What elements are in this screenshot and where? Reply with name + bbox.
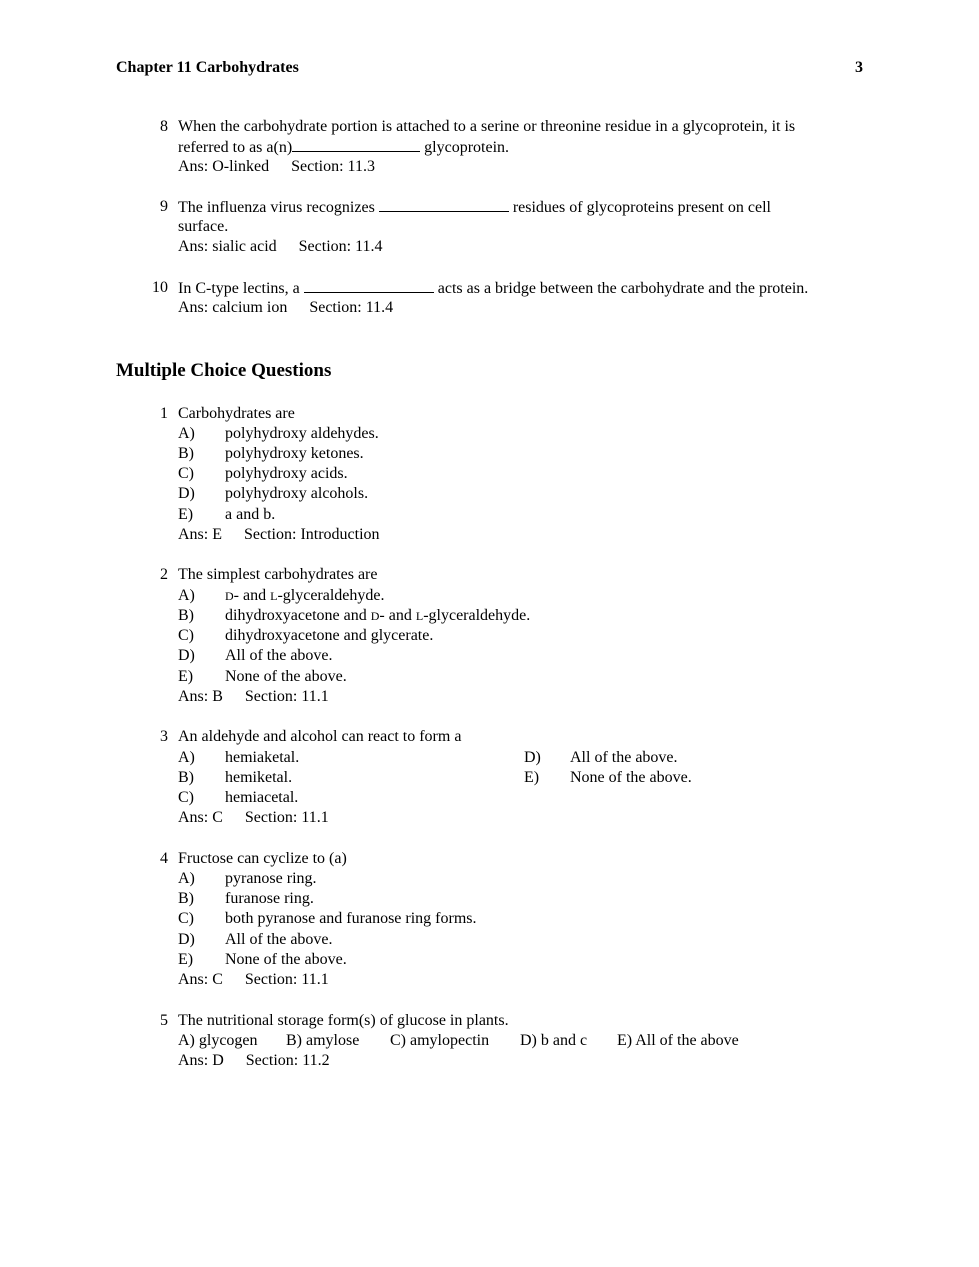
chapter-title: Chapter 11 Carbohydrates [116, 59, 299, 76]
question-text: When the carbohydrate portion is attached to a serine or threonine residue in a glycoprotein, it is [178, 118, 796, 135]
option-text: None of the above. [225, 951, 347, 968]
option-letter: B) [178, 607, 194, 624]
option-text: None of the above. [225, 668, 347, 685]
option-text: a and b. [225, 506, 276, 523]
option-text: dihydroxyacetone and D- and L-glyceraldehyde. [225, 607, 531, 624]
option-text: dihydroxyacetone and glycerate. [225, 627, 434, 644]
answer: Ans: B [178, 688, 223, 705]
option-text: D- and L-glyceraldehyde. [225, 587, 385, 604]
answer-line [178, 808, 329, 828]
question-number: 9 [160, 198, 168, 215]
option-letter: E) [178, 951, 194, 968]
question-stem: An aldehyde and alcohol can react to form a [178, 728, 462, 745]
option-letter: D) [178, 931, 195, 948]
answer-line [178, 1051, 330, 1071]
question-stem: The nutritional storage form(s) of glucose in plants. [178, 1012, 509, 1029]
question-text-line2: referred to as a(n) glycoprotein. [178, 139, 510, 156]
section: Section: 11.1 [244, 809, 329, 826]
answer-line [178, 298, 393, 318]
section: Section: 11.1 [244, 971, 329, 988]
question-text: In C-type lectins, a acts as a bridge between the carbohydrate and the protein. [178, 280, 809, 297]
answer: Ans: D [178, 1052, 224, 1069]
option-text: polyhydroxy aldehydes. [225, 425, 379, 442]
question-number: 10 [152, 279, 168, 296]
option-text: All of the above. [225, 931, 333, 948]
question-number: 4 [160, 850, 168, 867]
answer: Ans: O-linked [178, 158, 270, 175]
option-text: E) All of the above [617, 1032, 739, 1049]
option-letter: D) [524, 749, 541, 766]
option-letter: C) [178, 465, 194, 482]
option-text: polyhydroxy acids. [225, 465, 348, 482]
option-letter: A) [178, 870, 195, 887]
question-text: The influenza virus recognizes residues of glycoproteins present on cell [178, 199, 771, 216]
answer: Ans: C [178, 971, 223, 988]
option-text: hemiketal. [225, 769, 293, 786]
option-letter: D) [178, 485, 195, 502]
option-letter: A) [178, 587, 195, 604]
answer-blank [379, 197, 509, 212]
option-text: hemiacetal. [225, 789, 299, 806]
option-letter: B) [178, 445, 194, 462]
section: Section: 11.3 [291, 158, 375, 175]
question-stem: The simplest carbohydrates are [178, 566, 378, 583]
answer: Ans: E [178, 526, 222, 543]
section: Section: 11.4 [309, 299, 394, 316]
option-letter: E) [178, 668, 194, 685]
option-text: B) amylose [286, 1032, 360, 1049]
question-number: 8 [160, 118, 168, 135]
answer-line [178, 970, 329, 990]
question-number: 3 [160, 728, 168, 745]
option-letter: E) [524, 769, 540, 786]
option-letter: C) [178, 789, 194, 806]
answer-line [178, 525, 380, 545]
option-text: All of the above. [225, 647, 333, 664]
question-stem: Fructose can cyclize to (a) [178, 850, 347, 867]
answer-line [178, 157, 375, 177]
option-text: furanose ring. [225, 890, 314, 907]
answer-blank [304, 278, 434, 293]
option-text: None of the above. [570, 769, 692, 786]
question-text-line2: surface. [178, 218, 229, 235]
option-text: polyhydroxy ketones. [225, 445, 364, 462]
answer: Ans: calcium ion [178, 299, 288, 316]
question-number: 1 [160, 405, 168, 422]
option-text: D) b and c [520, 1032, 588, 1049]
option-letter: C) [178, 910, 194, 927]
answer-line [178, 687, 329, 707]
section: Section: 11.4 [298, 238, 383, 255]
answer: Ans: sialic acid [178, 238, 277, 255]
option-letter: E) [178, 506, 194, 523]
section: Section: 11.2 [245, 1052, 330, 1069]
page-number: 3 [855, 59, 863, 76]
answer-line [178, 237, 382, 257]
option-letter: B) [178, 890, 194, 907]
option-text: both pyranose and furanose ring forms. [225, 910, 477, 927]
option-text: C) amylopectin [390, 1032, 490, 1049]
question-number: 5 [160, 1012, 168, 1029]
option-text: hemiaketal. [225, 749, 300, 766]
option-letter: A) [178, 425, 195, 442]
section: Section: 11.1 [244, 688, 329, 705]
option-letter: B) [178, 769, 194, 786]
answer-blank [292, 137, 420, 152]
option-letter: D) [178, 647, 195, 664]
option-text: polyhydroxy alcohols. [225, 485, 369, 502]
question-stem: Carbohydrates are [178, 405, 295, 422]
option-letter: A) [178, 749, 195, 766]
question-number: 2 [160, 566, 168, 583]
option-text: A) glycogen [178, 1032, 258, 1049]
option-text: pyranose ring. [225, 870, 317, 887]
option-letter: C) [178, 627, 194, 644]
answer: Ans: C [178, 809, 223, 826]
section: Section: Introduction [244, 526, 380, 543]
option-text: All of the above. [570, 749, 678, 766]
section-heading: Multiple Choice Questions [116, 360, 332, 381]
